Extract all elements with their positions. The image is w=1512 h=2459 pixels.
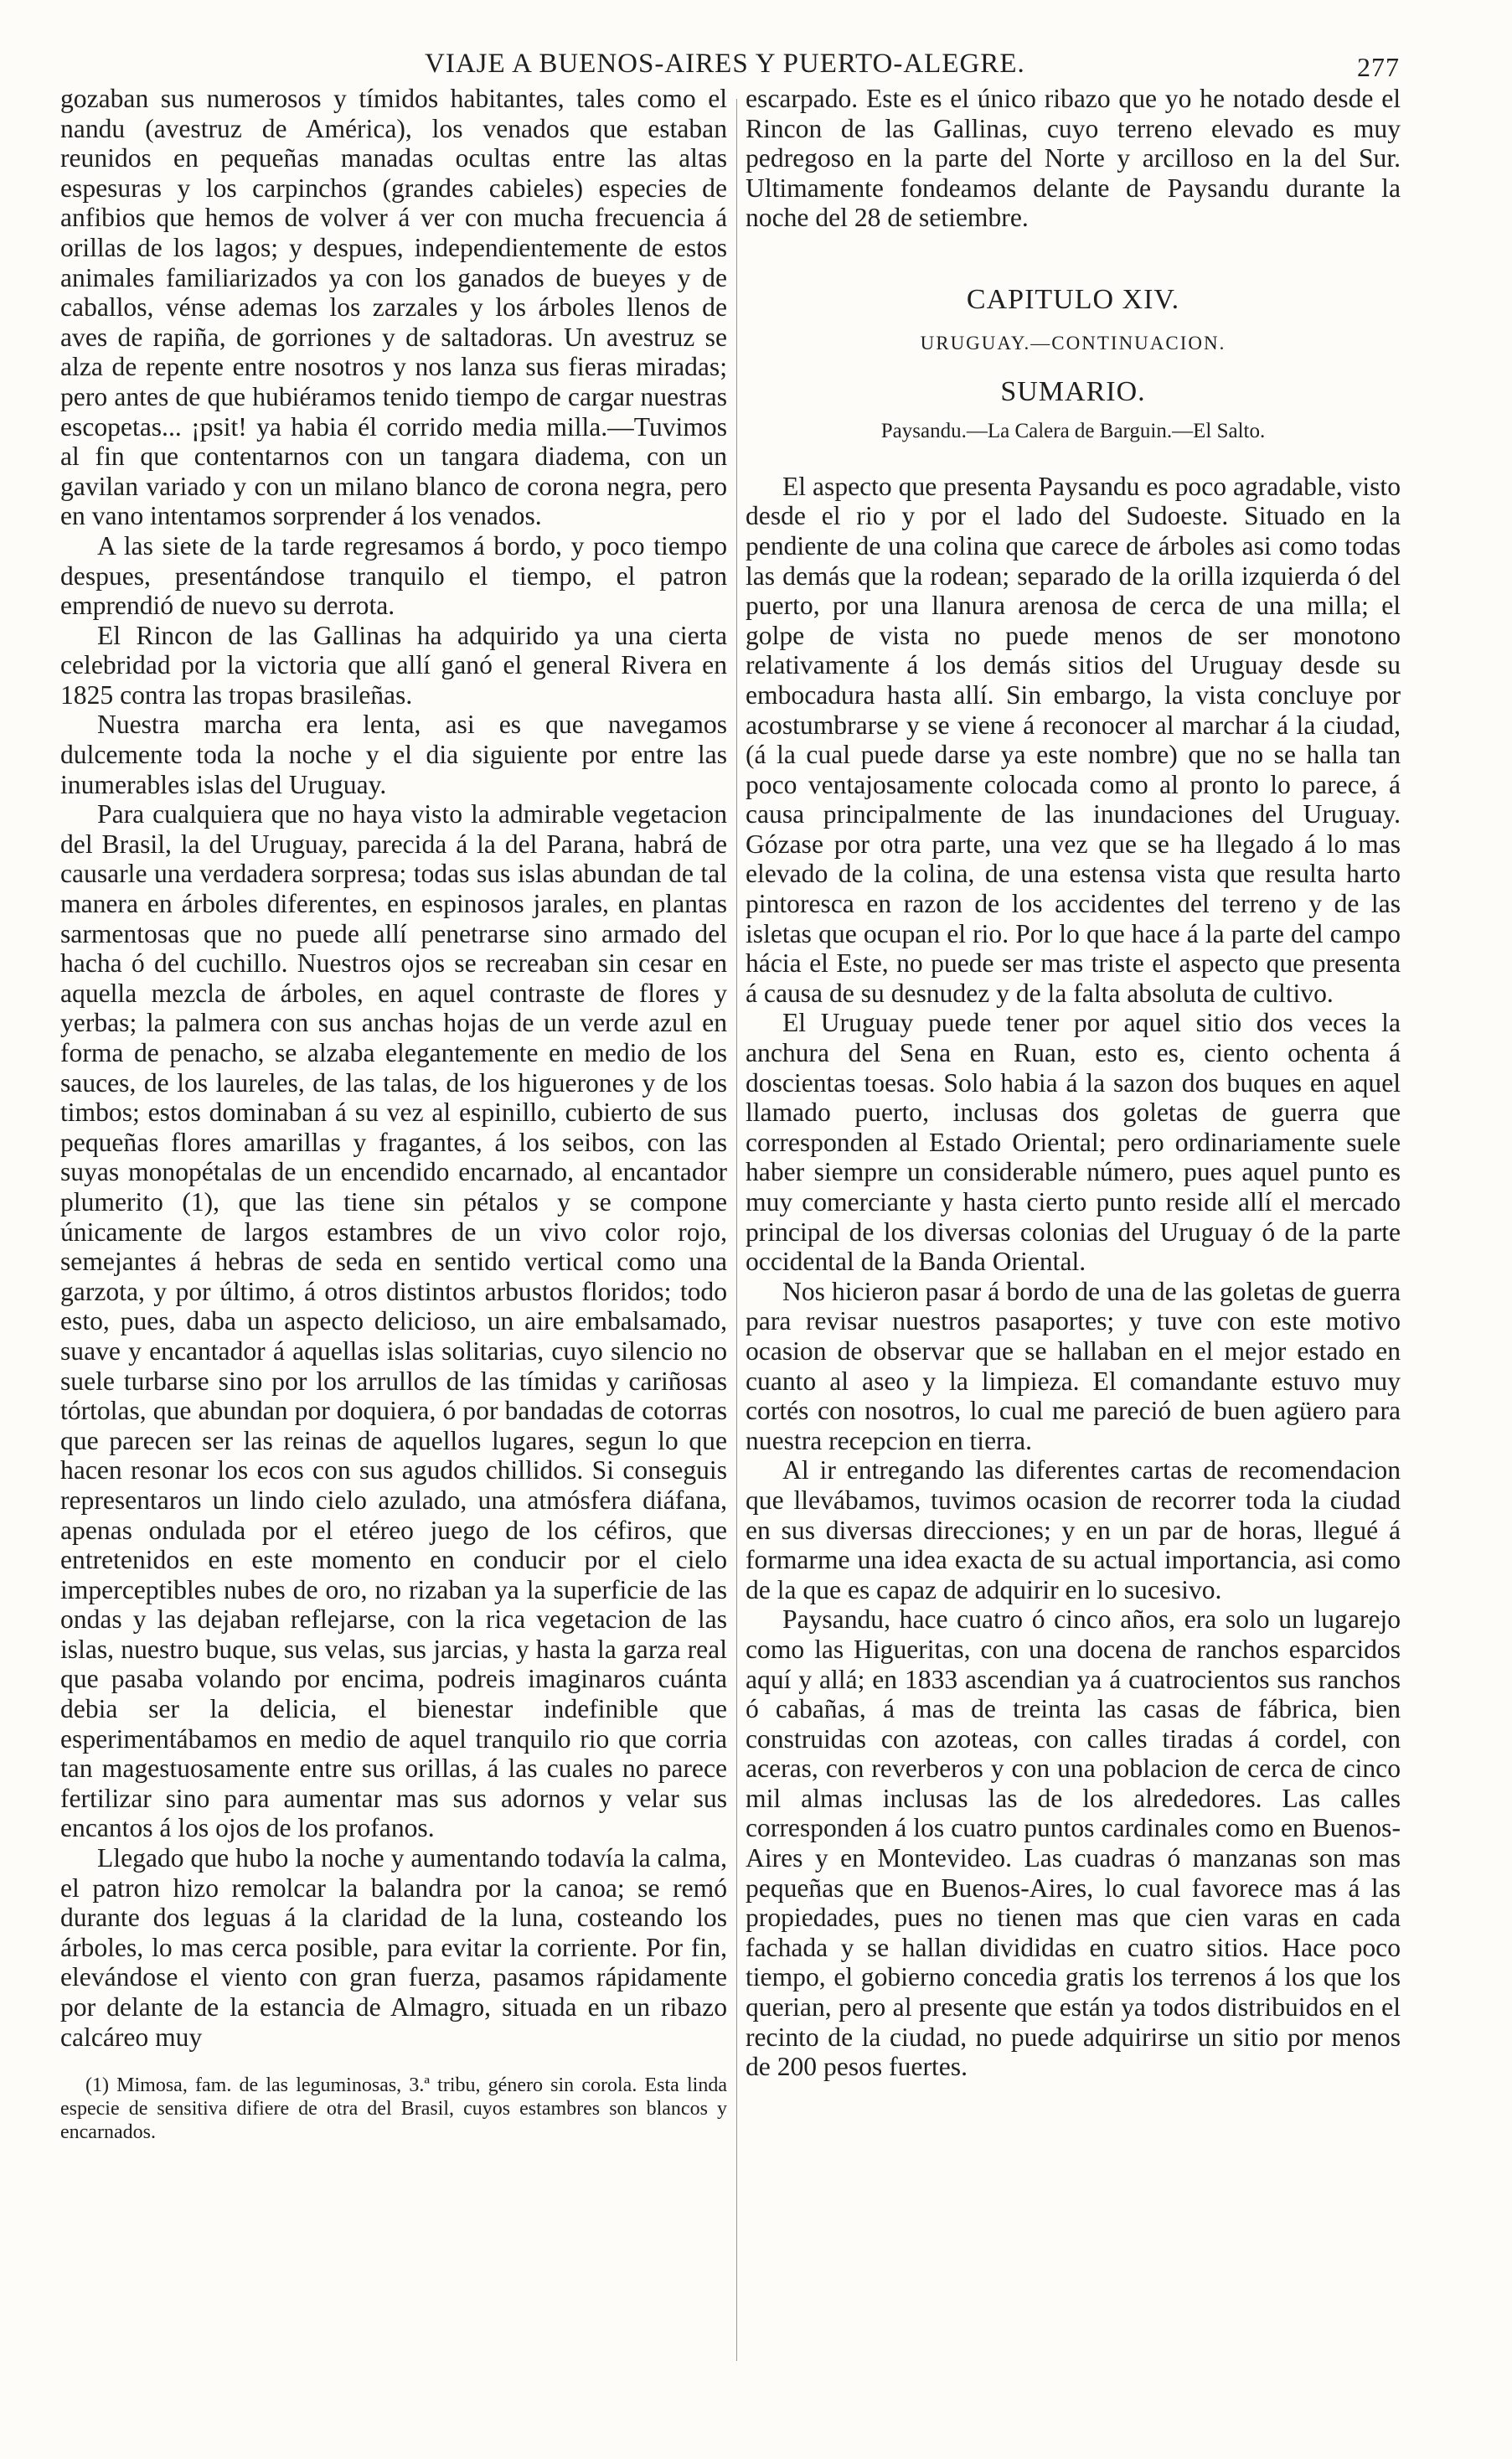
paragraph: Nos hicieron pasar á bordo de una de las goletas de guerra para revisar nuestros pasaportes; y tuve con este motivo ocasion de observar que se hallaban en el mejor estado en cuanto al aseo y la limpieza. El comandante estuvo muy cortés con nosotros, lo cual me pareció de buen agüero para nuestra recepcion en tierra. <box>746 1276 1401 1455</box>
paragraph: Llegado que hubo la noche y aumentando todavía la calma, el patron hizo remolcar la balandra por la canoa; se remó durante dos leguas á la claridad de la luna, costeando los árboles, lo mas cerca posible, para evitar la corriente. Por fin, elevándose el viento con gran fuerza, pasamos rápidamente por delante de la estancia de Almagro, situada en un ribazo calcáreo muy <box>60 1843 727 2052</box>
paragraph: Al ir entregando las diferentes cartas de recomendacion que llevábamos, tuvimos ocasion de recorrer toda la ciudad en sus diversas direcciones; y en un par de horas, llegué á formarme una idea exacta de su actual importancia, asi como de la que es capaz de adquirir en lo sucesivo. <box>746 1455 1401 1604</box>
paragraph: El Rincon de las Gallinas ha adquirido ya una cierta celebridad por la victoria que allí ganó el general Rivera en 1825 contra las tropas brasileñas. <box>60 620 727 710</box>
paragraph: El Uruguay puede tener por aquel sitio dos veces la anchura del Sena en Ruan, esto es, ciento ochenta á doscientas toesas. Solo habia á la sazon dos buques en aquel llamado puerto, inclusas dos goletas de guerra que corresponden al Estado Oriental; pero ordinariamente suele haber siempre un considerable número, pues aquel punto es muy comerciante y hasta cierto punto reside allí el mercado principal de los diversas colonias del Uruguay ó de la parte occidental de la Banda Oriental. <box>746 1008 1401 1277</box>
summary-text: Paysandu.—La Calera de Barguin.—El Salto. <box>880 420 1266 443</box>
paragraph: El aspecto que presenta Paysandu es poco agradable, visto desde el rio y por el lado del Sudoeste. Situado en la pendiente de una colina que carece de árboles asi como todas las demás que la rodean; separado de la orilla izquierda ó del puerto, por una llanura arenosa de cerca de una milla; el golpe de vista no puede menos de ser monotono relativamente á los demás sitios del Uruguay desde su embocadura hasta allí. Sin embargo, la vista concluye por acostumbrarse y se viene á reconocer al marchar á la ciudad, (á la cual puede darse ya este nombre) que no se halla tan poco ventajosamente colocada como al pronto lo parece, á causa principalmente de las inundaciones del Uruguay. Gózase por otra parte, una vez que se ha llegado á lo mas elevado de la colina, de una estensa vista que resulta harto pintoresca en razon de los accidentes del terreno y de las isletas que ocupan el rio. Por lo que hace á la parte del campo hácia el Este, no puede ser mas triste el aspecto que presenta á causa de su desnudez y de la falta absoluta de cultivo. <box>746 471 1401 1008</box>
chapter-title: CAPITULO XIV. <box>966 283 1180 315</box>
page-number: 277 <box>1357 52 1400 82</box>
chapter-subtitle: URUGUAY.—CONTINUACION. <box>920 332 1226 354</box>
running-header <box>0 49 1512 85</box>
paragraph: escarpado. Este es el único ribazo que yo he notado desde el Rincon de las Gallinas, cuyo terreno elevado es muy pedregoso en la parte del Norte y arcilloso en la del Sur. Ultimamente fondeamos delante de Paysandu durante la noche del 28 de setiembre. <box>746 84 1401 233</box>
footnote: (1) Mimosa, fam. de las leguminosas, 3.ª tribu, género sin corola. Esta linda especie de sensitiva difiere de otra del Brasil, cuyos estambres son blancos y encarnados. <box>60 2074 727 2144</box>
paragraph: Paysandu, hace cuatro ó cinco años, era solo un lugarejo como las Higueritas, con una docena de ranchos esparcidos aquí y allá; en 1833 ascendian ya á cuatrocientos sus ranchos ó cabañas, á mas de treinta las casas de fábrica, bien construidas con azoteas, con calles tiradas á cordel, con aceras, con reverberos y con una poblacion de cerca de cinco mil almas inclusas las de los alrededores. Las calles corresponden á los cuatro puntos cardinales como en Buenos-Aires y en Montevideo. Las cuadras ó manzanas son mas pequeñas que en Buenos-Aires, lo cual favorece mas á las propiedades, pues no tienen mas que cien varas en cada fachada y se hallan divididas en cuatro sitios. Hace poco tiempo, el gobierno concedia gratis los terrenos á los que los querian, pero al presente que están ya todos distribuidos en el recinto de la ciudad, no puede adquirirse un sitio por menos de 200 pesos fuertes. <box>746 1604 1401 2082</box>
summary-title: SUMARIO. <box>1000 375 1146 407</box>
paragraph: Nuestra marcha era lenta, asi es que navegamos dulcemente toda la noche y el dia siguiente por entre las inumerables islas del Uruguay. <box>60 710 727 799</box>
right-column <box>746 84 1401 2082</box>
running-title: VIAJE A BUENOS-AIRES Y PUERTO-ALEGRE. <box>425 49 1025 79</box>
paragraph: A las siete de la tarde regresamos á bordo, y poco tiempo despues, presentándose tranquilo el tiempo, el patron emprendió de nuevo su derrota. <box>60 530 727 621</box>
paragraph: gozaban sus numerosos y tímidos habitantes, tales como el nandu (avestruz de América), los venados que estaban reunidos en pequeñas manadas ocultas entre las altas espesuras y los carpinchos (grandes cabieles) especies de anfibios que hemos de volver á ver con mucha frecuencia á orillas de los lagos; y despues, independientemente de estos animales familiarizados ya con los ganados de bueyes y de caballos, vénse ademas los zarzales y los árboles llenos de aves de rapiña, de gorriones y de saltadoras. Un avestruz se alza de repente entre nosotros y nos lanza sus fieras miradas; pero antes de que hubiéramos tenido tiempo de cargar nuestras escopetas... ¡psit! ya habia él corrido media milla.—Tuvimos al fin que contentarnos con un tangara diadema, con un gavilan variado y con un milano blanco de corona negra, pero en vano intentamos sorprender á los venados. <box>60 84 727 531</box>
paragraph: Para cualquiera que no haya visto la admirable vegetacion del Brasil, la del Uruguay, parecida á la del Parana, habrá de causarle una verdadera sorpresa; todas sus islas abundan de tal manera en árboles diferentes, en espinosos jarales, en plantas sarmentosas que no puede allí penetrarse sino armado del hacha ó del cuchillo. Nuestros ojos se recreaban sin cesar en aquella mezcla de árboles, en aquel contraste de flores y yerbas; la palmera con sus anchas hojas de un verde azul en forma de penacho, se alzaba elegantemente en medio de los sauces, de los laureles, de las talas, de los higuerones y de los timbos; estos dominaban á su vez al espinillo, cubierto de sus pequeñas flores amarillas y fragantes, á los seibos, con las suyas monopétalas de un encendido encarnado, al encantador plumerito (1), que las tiene sin pétalos y se compone únicamente de largos estambres de un vivo color rojo, semejantes á hebras de seda en sentido vertical como una garzota, y por último, á otros distintos arbustos floridos; todo esto, pues, daba un aspecto delicioso, un aire embalsamado, suave y encantador á aquellas islas solitarias, cuyo silencio no suele turbarse sino por los arrullos de las tímidas y cariñosas tórtolas, que abundan por doquiera, ó por bandadas de cotorras que parecen ser las reinas de aquellos lugares, segun lo que hacen resonar los ecos con sus agudos chillidos. Si conseguis representaros un lindo cielo azulado, una atmósfera diáfana, apenas ondulada por el etéreo juego de los céfiros, que entretenidos en este momento en conducir por el cielo imperceptibles nubes de oro, no rizaban ya la superficie de las ondas y las dejaban reflejarse, con la rica vegetacion de las islas, nuestro buque, sus velas, sus jarcias, y hasta la garza real que pasaba volando por encima, podreis imaginaros cuánta debia ser la delicia, el bienestar indefinible que esperimentábamos en medio de aquel tranquilo rio que corria tan magestuosamente entre sus orillas, á las cuales no parece fertilizar sino para aumentar mas sus adornos y velar sus encantos á los ojos de los profanos. <box>60 799 727 1843</box>
column-divider <box>736 99 737 2361</box>
left-column <box>60 84 727 2144</box>
